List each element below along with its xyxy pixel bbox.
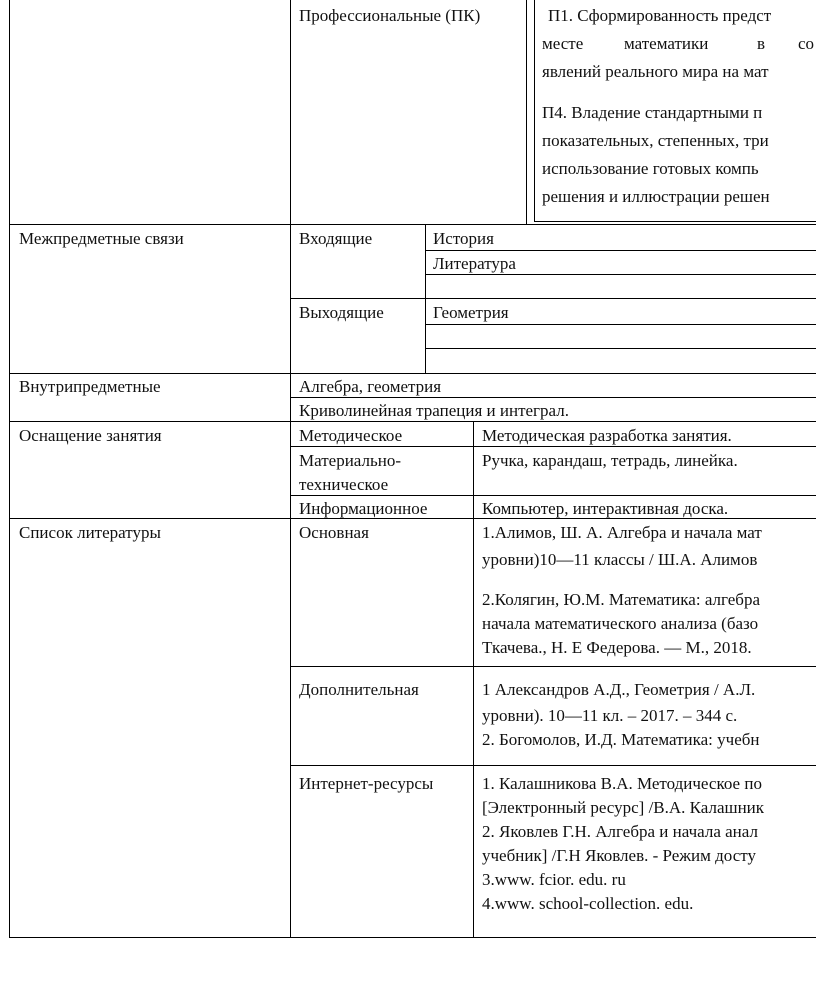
literature-label: Список литературы	[19, 523, 161, 542]
p4-line: показательных, степенных, три	[542, 131, 769, 150]
rule	[534, 221, 816, 222]
rule	[425, 224, 426, 374]
p1-word: месте	[542, 34, 584, 53]
rule	[9, 937, 816, 938]
literature-line: 1. Калашникова В.А. Методическое по	[482, 774, 762, 793]
literature-line: 1.Алимов, Ш. А. Алгебра и начала мат	[482, 523, 762, 542]
p4-line: решения и иллюстрации решен	[542, 187, 770, 206]
intradisciplinary-row: Алгебра, геометрия	[299, 377, 442, 396]
additional-literature-label: Дополнительная	[299, 680, 419, 699]
rule	[9, 0, 10, 938]
literature-link: 4.www. school-collection. edu.	[482, 894, 694, 913]
rule	[9, 224, 816, 225]
incoming-item: Литература	[433, 254, 516, 273]
internet-resources-label: Интернет-ресурсы	[299, 774, 434, 793]
outgoing-label: Выходящие	[299, 303, 384, 322]
rule	[526, 0, 527, 225]
main-literature-label: Основная	[299, 523, 369, 542]
equipment-label: Оснащение занятия	[19, 426, 162, 445]
equipment-type: Методическое	[299, 426, 403, 445]
rule	[9, 373, 816, 374]
p1-word: со	[798, 34, 815, 53]
equipment-type: Информационное	[299, 499, 428, 518]
intradisciplinary-row: Криволинейная трапеция и интеграл.	[299, 401, 569, 420]
interdisciplinary-label: Межпредметные связи	[19, 229, 184, 248]
rule	[290, 666, 816, 667]
equipment-type: техническое	[299, 475, 389, 494]
equipment-value: Ручка, карандаш, тетрадь, линейка.	[482, 451, 738, 470]
outgoing-item: Геометрия	[433, 303, 509, 322]
incoming-label: Входящие	[299, 229, 373, 248]
literature-line: уровни). 10—11 кл. – 2017. – 344 с.	[482, 706, 738, 725]
equipment-value: Методическая разработка занятия.	[482, 426, 732, 445]
p1-line: П1. Сформированность предст	[548, 6, 772, 25]
p1-word: математики	[624, 34, 709, 53]
p4-line: использование готовых компь	[542, 159, 759, 178]
incoming-item: История	[433, 229, 494, 248]
p1-line: явлений реального мира на мат	[542, 62, 769, 81]
literature-line: уровни)10—11 классы / Ш.А. Алимов	[482, 550, 758, 569]
literature-line: 2.Колягин, Ю.М. Математика: алгебра	[482, 590, 760, 609]
rule	[290, 0, 291, 938]
literature-line: 2. Яковлев Г.Н. Алгебра и начала анал	[482, 822, 758, 841]
intradisciplinary-label: Внутрипредметные	[19, 377, 161, 396]
literature-line: 2. Богомолов, И.Д. Математика: учебн	[482, 730, 760, 749]
equipment-type: Материально-	[299, 451, 401, 470]
literature-line: Ткачева., Н. Е Федерова. — М., 2018.	[482, 638, 752, 657]
literature-line: 1 Александров А.Д., Геометрия / А.Л.	[482, 680, 756, 699]
literature-link: 3.www. fcior. edu. ru	[482, 870, 626, 889]
rule	[534, 0, 535, 222]
equipment-value: Компьютер, интерактивная доска.	[482, 499, 729, 518]
literature-line: учебник] /Г.Н Яковлев. - Режим досту	[482, 846, 756, 865]
rule	[290, 765, 816, 766]
p4-line: П4. Владение стандартными п	[542, 103, 763, 122]
rule	[425, 348, 816, 349]
literature-line: [Электронный ресурс] /В.А. Калашник	[482, 798, 765, 817]
rule	[290, 298, 816, 299]
p1-word: в	[757, 34, 766, 53]
literature-line: начала математического анализа (базо	[482, 614, 759, 633]
rule	[473, 421, 474, 938]
professional-label: Профессиональные (ПК)	[299, 6, 481, 25]
